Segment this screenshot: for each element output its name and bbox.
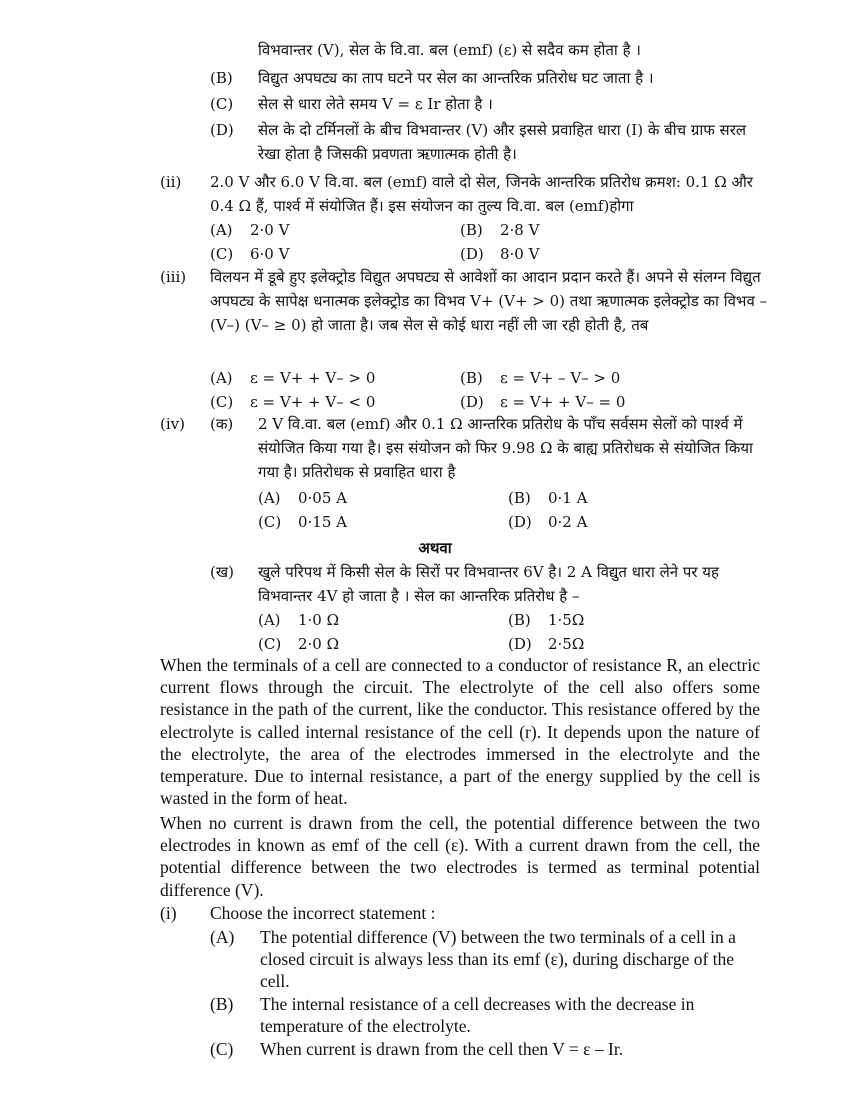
option-text: 0·1 A: [548, 489, 588, 507]
hindi-q4-kha-options: [258, 608, 698, 656]
hindi-option-a-continuation: [258, 38, 768, 62]
option-label: (B): [210, 994, 234, 1014]
english-paragraph-1: When the terminals of a cell are connected to a conductor of resistance R, an electric current flows through the circuit. The electrolyte of the cell also offers some resistance in the path of the current, like the conductor. This resistance offered by the electrolyte is called internal resistance of the cell (r). It depends upon the nature of the electrolyte, the area of the electrodes immersed in the electrolyte and the temperature. Due to internal resistance, a part of the energy supplied by the cell is wasted in the form of heat.: [160, 655, 760, 809]
question-number: (iv): [160, 415, 185, 433]
option-label: (B): [508, 611, 531, 629]
option-label: (B): [210, 69, 233, 87]
option-text: 8·0 V: [500, 245, 540, 263]
hindi-question-4-ka: [160, 412, 770, 484]
option-text: विद्युत अपघट्य का ताप घटने पर सेल का आन्तरिक प्रतिरोध घट जाता है ।: [258, 69, 654, 87]
option-label: (C): [210, 95, 234, 113]
option-text: ε = V+ + V– = 0: [500, 393, 626, 411]
option-label: (C): [210, 1039, 234, 1059]
english-paragraph-2: When no current is drawn from the cell, the potential difference between the two electrodes in known as emf of the cell (ε). With a current drawn from the cell, the potential difference between the two electrodes is termed as terminal potential difference (V).: [160, 813, 760, 900]
hindi-option-a-text: विभवान्तर (V), सेल के वि.वा. बल (emf) (ε) से सदैव कम होता है ।: [258, 41, 641, 59]
option-label: (C): [258, 513, 282, 531]
hindi-question-4-kha: [210, 560, 770, 608]
option-text: ε = V+ + V– > 0: [250, 369, 376, 387]
sub-question-label: (ख): [210, 563, 234, 581]
sub-question-label: (क): [210, 415, 234, 433]
option-label: (A): [258, 489, 281, 507]
option-label: (C): [258, 635, 282, 653]
english-q1-option-b: [210, 993, 760, 1037]
hindi-question-3: [160, 265, 770, 337]
english-q1-option-c: [210, 1038, 760, 1060]
english-q1-option-a: [210, 926, 760, 993]
option-text: The internal resistance of a cell decreases with the decrease in temperature of the electrolyte.: [260, 994, 695, 1037]
hindi-q3-options: [210, 366, 650, 414]
option-label: (D): [460, 393, 484, 411]
option-text: 6·0 V: [250, 245, 290, 263]
option-label: (A): [258, 611, 281, 629]
english-question-1: [160, 902, 760, 924]
question-text: खुले परिपथ में किसी सेल के सिरों पर विभवान्तर 6V है। 2 A विद्युत धारा लेने पर यह विभवान्तर 4V हो जाता है । सेल का आन्तरिक प्रतिरोध है –: [258, 563, 719, 605]
option-label: (A): [210, 221, 233, 239]
option-text: 2·0 Ω: [298, 635, 340, 653]
option-label: (C): [210, 393, 234, 411]
option-text: सेल के दो टर्मिनलों के बीच विभवान्तर (V) और इससे प्रवाहित धारा (I) के बीच ग्राफ सरल रेखा होता है जिसकी प्रवणता ऋणात्मक होती है।: [258, 121, 746, 163]
option-label: (D): [210, 121, 234, 139]
option-text: ε = V+ – V– > 0: [500, 369, 621, 387]
question-number: (ii): [160, 173, 182, 191]
hindi-q1-option-c: [210, 92, 770, 116]
question-text: विलयन में डूबे हुए इलेक्ट्रोड विद्युत अपघट्य से आवेशों का आदान प्रदान करते हैं। अपने से संलग्न विद्युत अपघट्य के सापेक्ष धनात्मक इलेक्ट्रोड का विभव V+ (V+ > 0) तथा ऋणात्मक इलेक्ट्रोड का विभव – (V–) (V– ≥ 0) हो जाता है। जब सेल से कोई धारा नहीं ली जा रही होती है, तब: [210, 268, 768, 334]
option-label: (A): [210, 927, 235, 947]
option-text: 2·0 V: [250, 221, 290, 239]
option-text: 0·05 A: [298, 489, 347, 507]
question-text: 2.0 V और 6.0 V वि.वा. बल (emf) वाले दो सेल, जिनके आन्तरिक प्रतिरोध क्रमश: 0.1 Ω और 0.4 Ω हैं, पार्श्व में संयोजित हैं। इस संयोजन का तुल्य वि.वा. बल (emf)होगा: [210, 173, 753, 215]
option-label: (A): [210, 369, 233, 387]
option-label: (C): [210, 245, 234, 263]
option-text: When current is drawn from the cell then V = ε – Ir.: [260, 1039, 624, 1059]
or-separator: अथवा: [418, 539, 452, 557]
hindi-q2-options: [210, 218, 650, 266]
question-text: 2 V वि.वा. बल (emf) और 0.1 Ω आन्तरिक प्रतिरोध के पाँच सर्वसम सेलों को पार्श्व में संयोजित किया गया है। इस संयोजन को फिर 9.98 Ω के बाह्य प्रतिरोधक से संयोजित किया गया है। प्रतिरोधक से प्रवाहित धारा है: [258, 415, 753, 481]
option-text: 0·2 A: [548, 513, 588, 531]
option-text: The potential difference (V) between the two terminals of a cell in a closed circuit is always less than its emf (ε), during discharge of the cell.: [260, 927, 736, 992]
option-label: (B): [460, 221, 483, 239]
hindi-question-2: [160, 170, 770, 218]
hindi-q4-ka-options: [258, 486, 698, 534]
question-number: (i): [160, 903, 177, 923]
option-text: 0·15 A: [298, 513, 347, 531]
option-text: 2·5Ω: [548, 635, 585, 653]
option-label: (D): [460, 245, 484, 263]
hindi-q1-option-d: [210, 118, 770, 166]
question-text: Choose the incorrect statement :: [210, 903, 436, 923]
option-text: 2·8 V: [500, 221, 540, 239]
hindi-q1-option-b: [210, 66, 770, 90]
question-number: (iii): [160, 268, 187, 286]
option-label: (B): [508, 489, 531, 507]
option-text: 1·5Ω: [548, 611, 585, 629]
option-text: सेल से धारा लेते समय V = ε Ir होता है ।: [258, 95, 493, 113]
option-text: ε = V+ + V– < 0: [250, 393, 376, 411]
option-label: (D): [508, 513, 532, 531]
option-text: 1·0 Ω: [298, 611, 340, 629]
option-label: (D): [508, 635, 532, 653]
option-label: (B): [460, 369, 483, 387]
